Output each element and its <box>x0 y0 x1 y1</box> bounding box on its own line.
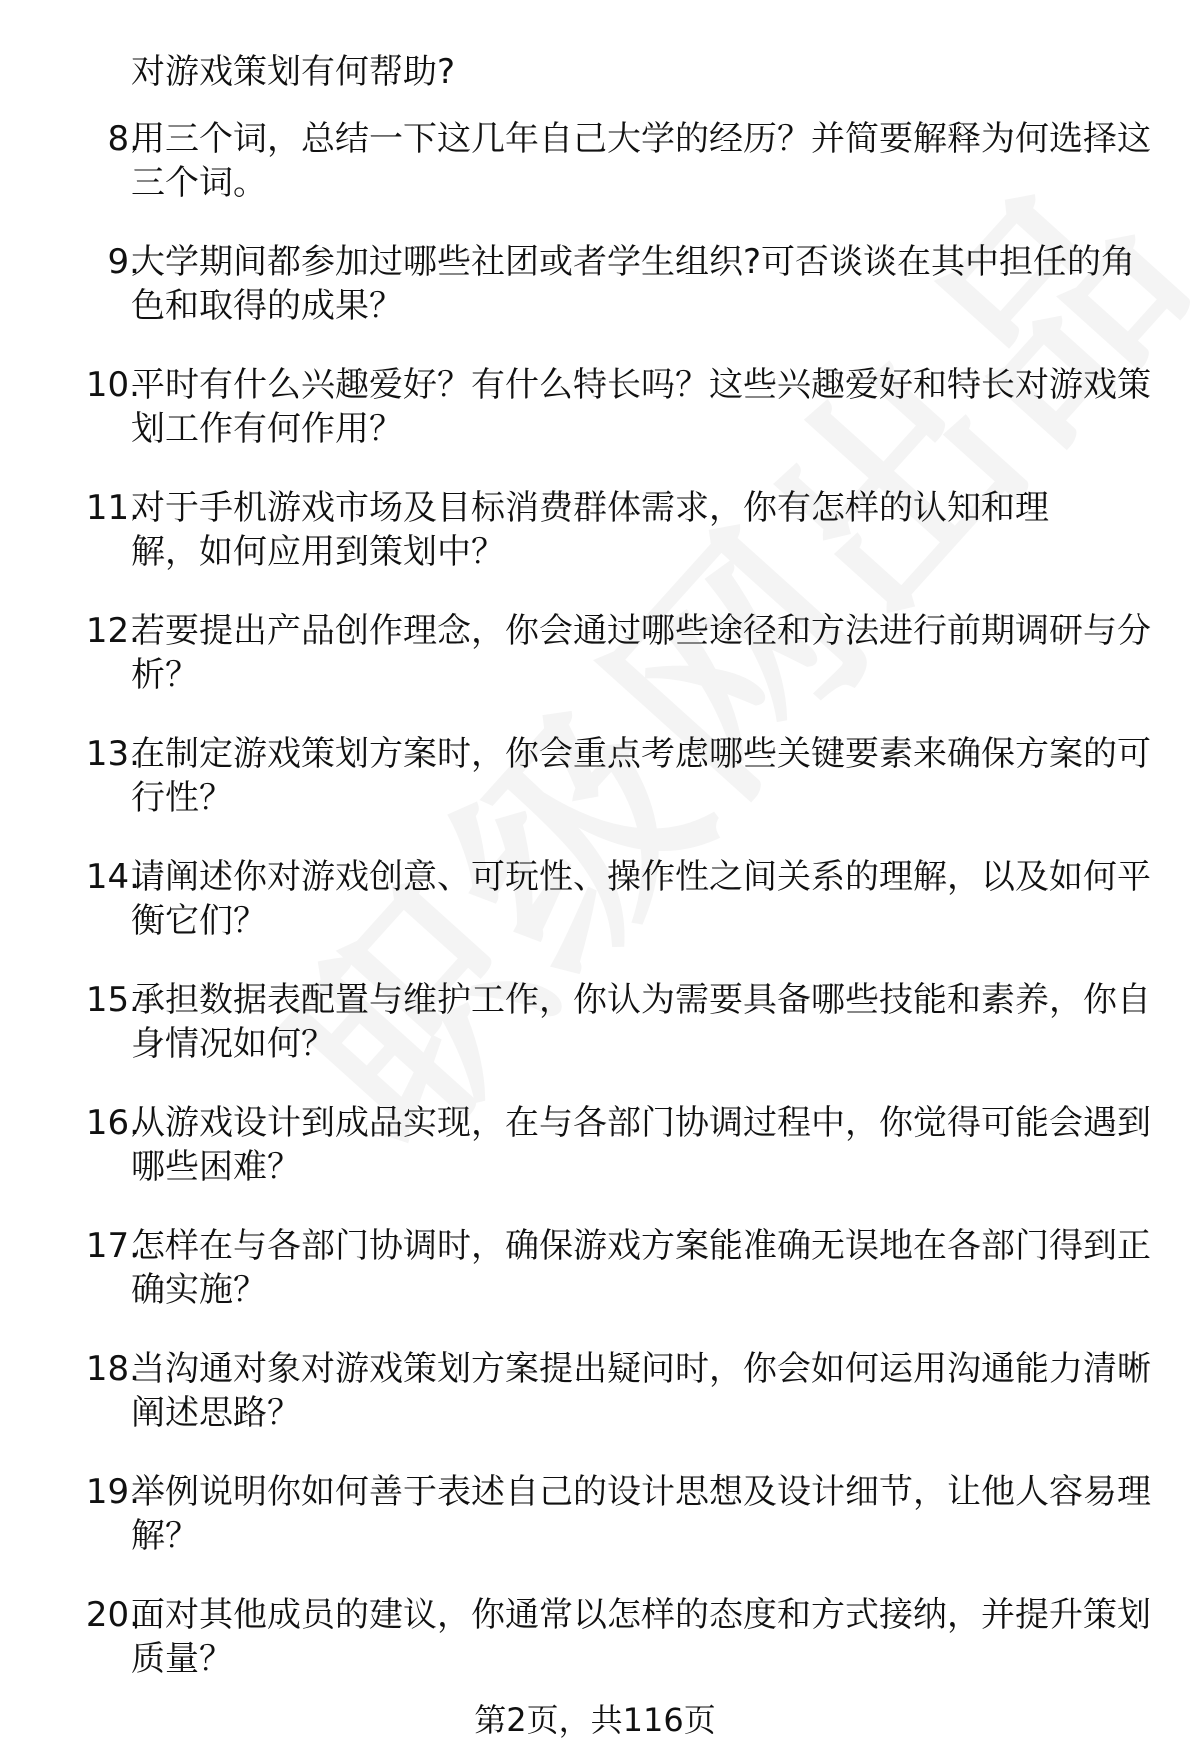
question-number: 18. <box>85 1349 140 1389</box>
question-number: 17. <box>85 1226 140 1266</box>
question-text: 用三个词，总结一下这几年自己大学的经历？并简要解释为何选择这三个词。 <box>131 119 1151 203</box>
question-text: 怎样在与各部门协调时，确保游戏方案能准确无误地在各部门得到正确实施？ <box>131 1226 1151 1310</box>
question-number: 10. <box>85 365 140 405</box>
question-text: 举例说明你如何善于表述自己的设计思想及设计细节，让他人容易理解？ <box>131 1472 1151 1556</box>
question-text: 请阐述你对游戏创意、可玩性、操作性之间关系的理解，以及如何平衡它们？ <box>131 857 1151 941</box>
page-number-footer: 第2页，共116页 <box>474 1701 716 1739</box>
question-text: 在制定游戏策划方案时，你会重点考虑哪些关键要素来确保方案的可行性？ <box>131 734 1151 818</box>
question-number: 11. <box>85 488 140 528</box>
question-number: 12. <box>85 611 140 651</box>
question-number: 15. <box>85 980 140 1020</box>
question-continuation: 对游戏策划有何帮助? <box>131 52 456 92</box>
question-number: 14. <box>85 857 140 897</box>
question-text: 平时有什么兴趣爱好？有什么特长吗？这些兴趣爱好和特长对游戏策划工作有何作用？ <box>131 365 1151 449</box>
question-text: 大学期间都参加过哪些社团或者学生组织?可否谈谈在其中担任的角色和取得的成果？ <box>131 242 1136 326</box>
question-number: 9. <box>107 242 140 282</box>
question-number: 16. <box>85 1103 140 1143</box>
question-number: 19. <box>85 1472 140 1512</box>
question-text: 当沟通对象对游戏策划方案提出疑问时，你会如何运用沟通能力清晰阐述思路？ <box>131 1349 1151 1433</box>
question-text: 从游戏设计到成品实现，在与各部门协调过程中，你觉得可能会遇到哪些困难？ <box>131 1103 1151 1187</box>
question-number: 20. <box>85 1595 140 1635</box>
question-number: 13. <box>85 734 140 774</box>
question-number: 8. <box>107 119 140 159</box>
question-text: 面对其他成员的建议，你通常以怎样的态度和方式接纳，并提升策划质量？ <box>131 1595 1151 1679</box>
question-text: 对于手机游戏市场及目标消费群体需求，你有怎样的认知和理解，如何应用到策划中？ <box>131 488 1049 572</box>
question-text: 承担数据表配置与维护工作，你认为需要具备哪些技能和素养，你自身情况如何？ <box>131 980 1151 1064</box>
question-text: 若要提出产品创作理念，你会通过哪些途径和方法进行前期调研与分析？ <box>131 611 1151 695</box>
